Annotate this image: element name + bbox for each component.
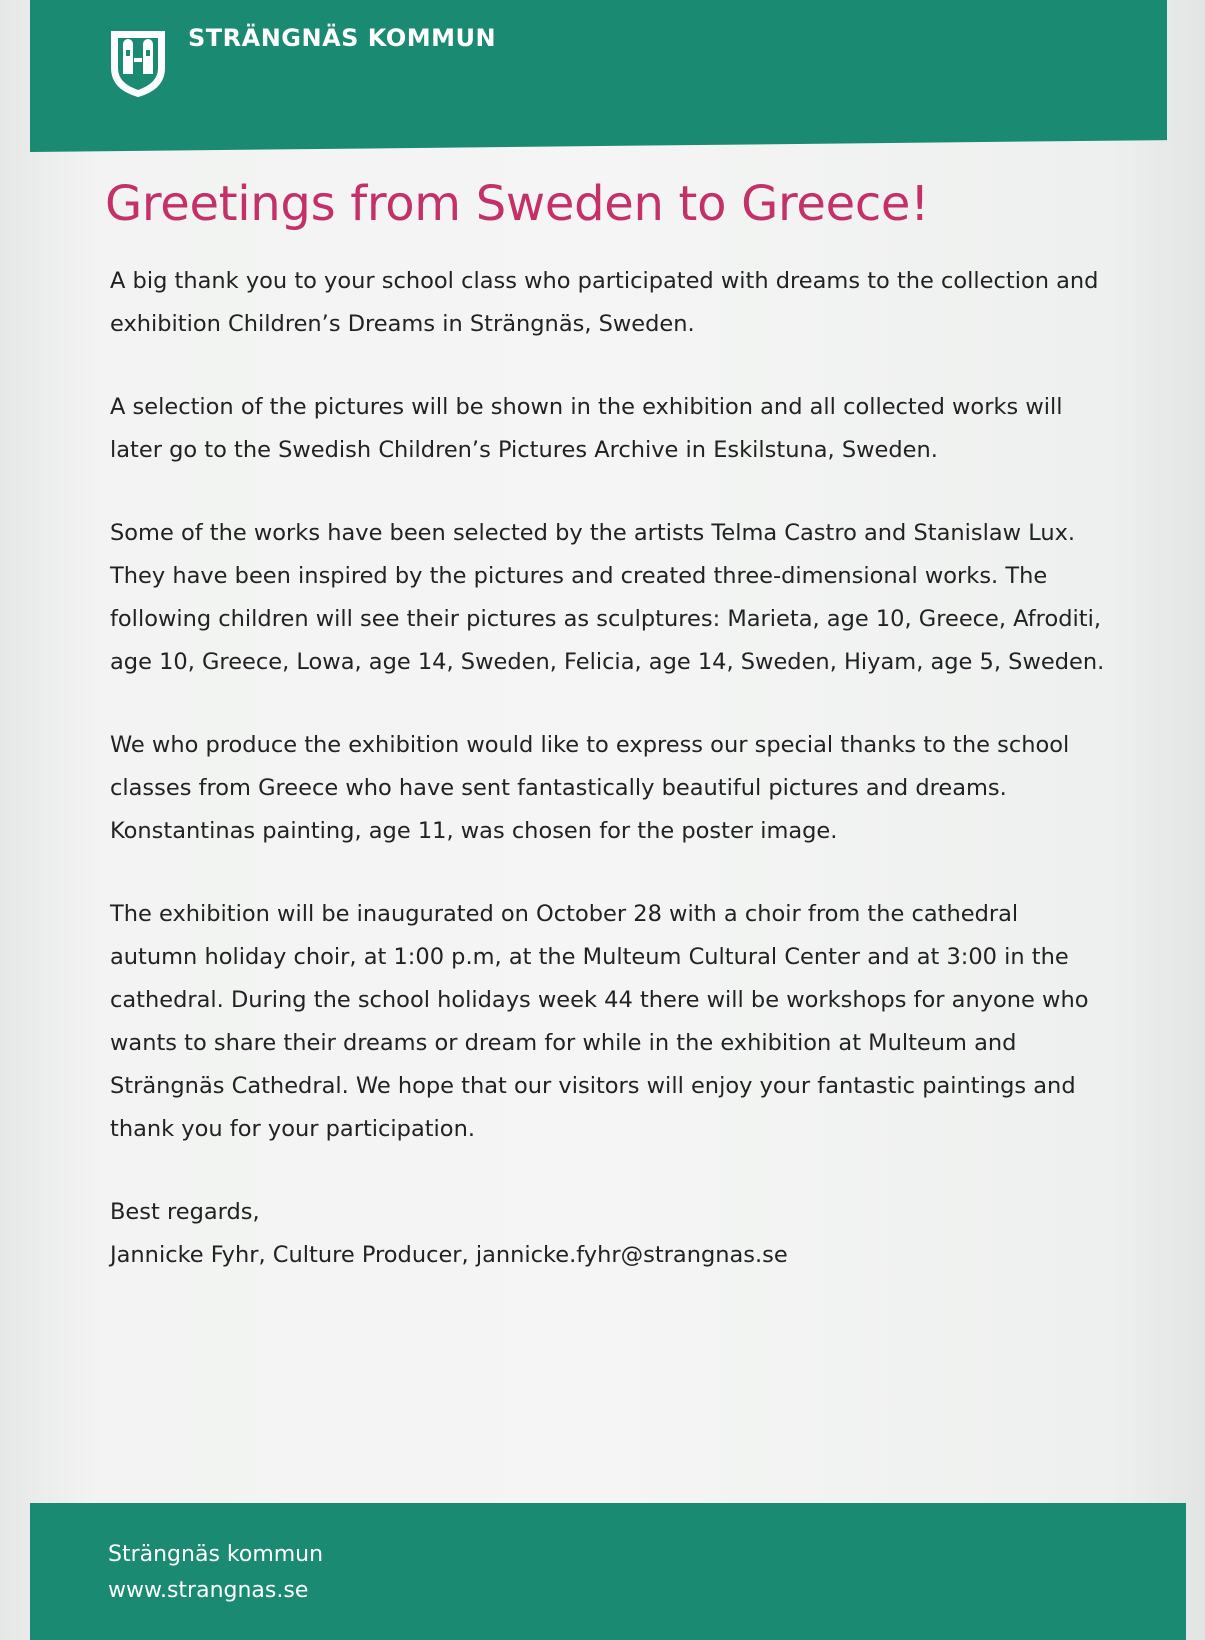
letter-body xyxy=(110,260,1110,1277)
footer-website: www.strangnas.se xyxy=(108,1578,309,1603)
paragraph-selection: A selection of the pictures will be shown in the exhibition and all collected works will later go to the Swedish Children’s Pictures Archive in Eskilstuna, Sweden. xyxy=(110,394,1063,463)
closing: Best regards, xyxy=(110,1199,260,1225)
brand-name: STRÄNGNÄS KOMMUN xyxy=(188,24,497,52)
signature: Jannicke Fyhr, Culture Producer, jannicke.fyhr@strangnas.se xyxy=(110,1242,788,1268)
paragraph-artists: Some of the works have been selected by the artists Telma Castro and Stanislaw Lux. They have been inspired by the pictures and created three-dimensional works. The following children will see their pictures as sculptures: Marieta, age 10, Greece, Afroditi, age 10, Greece, Lowa, age 14, Sweden, Felicia, age 14, Sweden, Hiyam, age 5, Sweden. xyxy=(110,520,1105,675)
letter-title: Greetings from Sweden to Greece! xyxy=(105,176,930,232)
paragraph-special-thanks: We who produce the exhibition would like to express our special thanks to the school classes from Greece who have sent fantastically beautiful pictures and dreams. Konstantinas painting, age 11, was chosen for the poster image. xyxy=(110,732,1070,844)
footer xyxy=(108,1537,323,1609)
strangnas-crest-icon xyxy=(108,28,168,98)
footer-name: Strängnäs kommun xyxy=(108,1542,324,1567)
paragraph-thanks: A big thank you to your school class who participated with dreams to the collection and exhibition Children’s Dreams in Strängnäs, Sweden. xyxy=(110,268,1099,337)
header-band xyxy=(30,0,1167,152)
paragraph-inauguration: The exhibition will be inaugurated on October 28 with a choir from the cathedral autumn holiday choir, at 1:00 p.m, at the Multeum Cultural Center and at 3:00 in the cathedral. During the school holidays week 44 there will be workshops for anyone who wants to share their dreams or dream for while in the exhibition at Multeum and Strängnäs Cathedral. We hope that our visitors will enjoy your fantastic paintings and thank you for your participation. xyxy=(110,901,1089,1142)
